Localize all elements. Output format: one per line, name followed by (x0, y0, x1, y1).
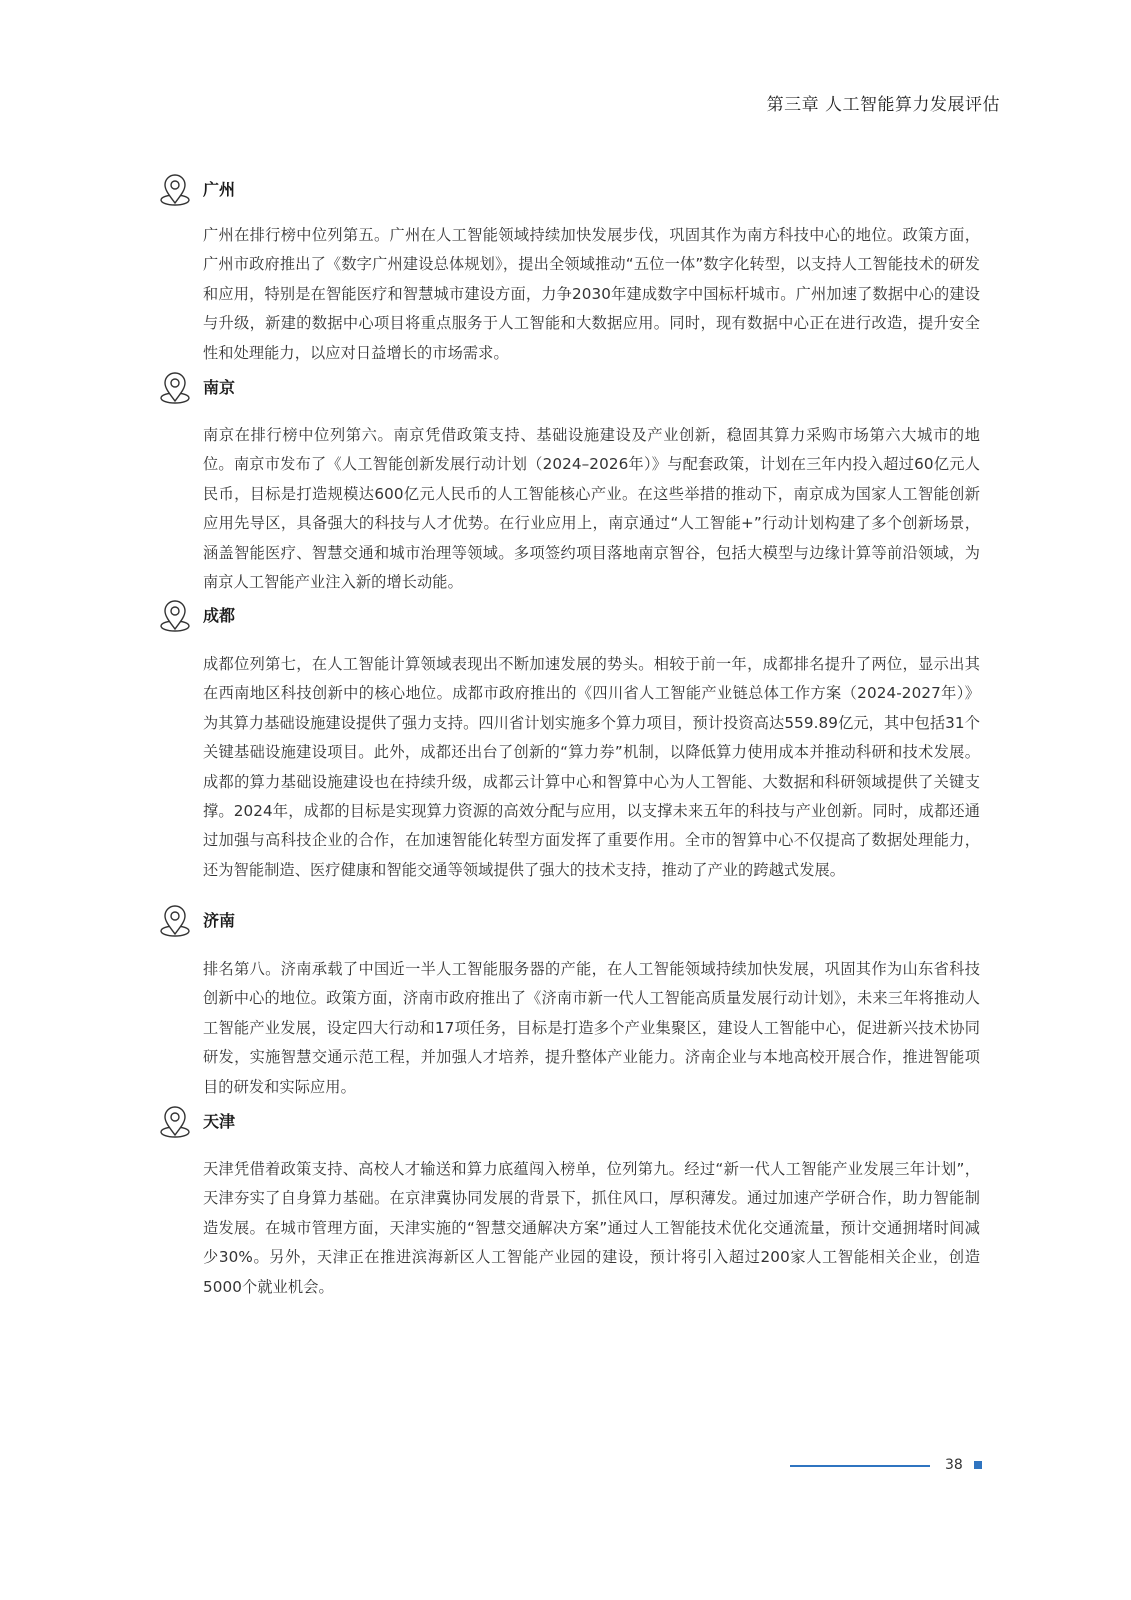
paragraph-guangzhou: 广州在排行榜中位列第五。广州在人工智能领域持续加快发展步伐，巩固其作为南方科技中心的地位。政策方面，广州市政府推出了《数字广州建设总体规划》，提出全领域推动“五位一体”数字化转型，以支持人工智能技术的研发和应用，特别是在智能医疗和智慧城市建设方面，力争2030年建成数字中国标杆城市。广州加速了数据中心的建设与升级，新建的数据中心项目将重点服务于人工智能和大数据应用。同时，现有数据中心正在进行改造，提升安全性和处理能力，以应对日益增长的市场需求。 (203, 226, 980, 362)
location-pin-icon (157, 904, 193, 938)
section-heading (157, 1102, 235, 1142)
city-name: 南京 (203, 378, 236, 397)
footer-divider (790, 1465, 930, 1467)
page-number: 38 (945, 1457, 963, 1473)
city-name: 天津 (203, 1112, 236, 1131)
section-heading (157, 596, 235, 636)
paragraph-chengdu: 成都位列第七，在人工智能计算领域表现出不断加速发展的势头。相较于前一年，成都排名提升了两位，显示出其在西南地区科技创新中的核心地位。成都市政府推出的《四川省人工智能产业链总体工作方案（2024-2027年）》为其算力基础设施建设提供了强力支持。四川省计划实施多个算力项目，预计投资高达559.89亿元，其中包括31个关键基础设施建设项目。此外，成都还出台了创新的“算力券”机制，以降低算力使用成本并推动科研和技术发展。成都的算力基础设施建设也在持续升级，成都云计算中心和智算中心为人工智能、大数据和科研领域提供了关键支撑。2024年，成都的目标是实现算力资源的高效分配与应用，以支撑未来五年的科技与产业创新。同时，成都还通过加强与高科技企业的合作，在加速智能化转型方面发挥了重要作用。全市的智算中心不仅提高了数据处理能力，还为智能制造、医疗健康和智能交通等领域提供了强大的技术支持，推动了产业的跨越式发展。 (203, 655, 980, 879)
location-pin-icon (157, 1105, 193, 1139)
location-pin-icon (157, 599, 193, 633)
section-heading (157, 901, 235, 941)
section-heading (157, 170, 235, 210)
location-pin-icon (157, 371, 193, 405)
city-name: 济南 (203, 911, 236, 930)
paragraph-nanjing: 南京在排行榜中位列第六。南京凭借政策支持、基础设施建设及产业创新，稳固其算力采购市场第六大城市的地位。南京市发布了《人工智能创新发展行动计划（2024–2026年）》与配套政策，计划在三年内投入超过60亿元人民币，目标是打造规模达600亿元人民币的人工智能核心产业。在这些举措的推动下，南京成为国家人工智能创新应用先导区，具备强大的科技与人才优势。在行业应用上，南京通过“人工智能+”行动计划构建了多个创新场景，涵盖智能医疗、智慧交通和城市治理等领域。多项签约项目落地南京智谷，包括大模型与边缘计算等前沿领域，为南京人工智能产业注入新的增长动能。 (203, 426, 980, 592)
chapter-header: 第三章 人工智能算力发展评估 (766, 95, 1000, 115)
paragraph-tianjin: 天津凭借着政策支持、高校人才输送和算力底蕴闯入榜单，位列第九。经过“新一代人工智能产业发展三年计划”，天津夯实了自身算力基础。在京津冀协同发展的背景下，抓住风口，厚积薄发。通过加速产学研合作，助力智能制造发展。在城市管理方面，天津实施的“智慧交通解决方案”通过人工智能技术优化交通流量，预计交通拥堵时间减少30%。另外，天津正在推进滨海新区人工智能产业园的建设，预计将引入超过200家人工智能相关企业，创造5000个就业机会。 (203, 1160, 980, 1296)
location-pin-icon (157, 173, 193, 207)
city-name: 广州 (203, 180, 236, 199)
city-name: 成都 (203, 606, 236, 625)
paragraph-jinan: 排名第八。济南承载了中国近一半人工智能服务器的产能，在人工智能领域持续加快发展，巩固其作为山东省科技创新中心的地位。政策方面，济南市政府推出了《济南市新一代人工智能高质量发展行动计划》，未来三年将推动人工智能产业发展，设定四大行动和17项任务，目标是打造多个产业集聚区，建设人工智能中心，促进新兴技术协同研发，实施智慧交通示范工程，并加强人才培养，提升整体产业能力。济南企业与本地高校开展合作，推进智能项目的研发和实际应用。 (203, 960, 980, 1096)
page-marker-square (974, 1461, 982, 1469)
section-heading (157, 368, 235, 408)
